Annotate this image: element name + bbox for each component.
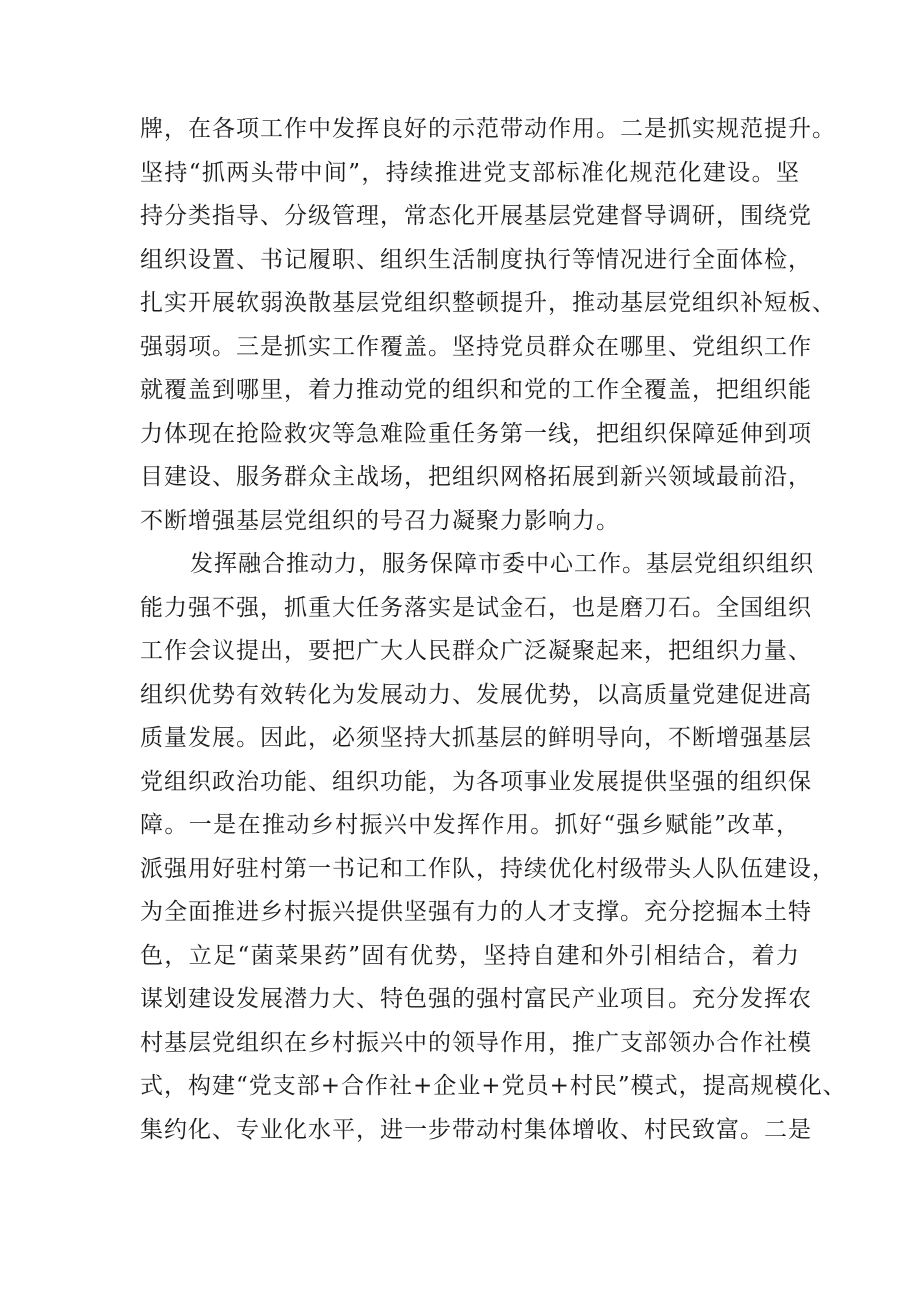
paragraph-1-line-7: 就覆盖到哪里，着力推动党的组织和党的工作全覆盖，把组织能 [140, 377, 812, 403]
paragraph-2-line-1: 发挥融合推动力，服务保障市委中心工作。基层党组织组织 [190, 551, 814, 577]
paragraph-2-line-13: 式，构建“党支部+合作社+企业+党员+村民”模式，提高规模化、 [140, 1073, 847, 1099]
paragraph-2-line-4: 组织优势有效转化为发展动力、发展优势，以高质量党建促进高 [140, 681, 812, 708]
paragraph-1-line-4: 组织设置、书记履职、组织生活制度执行等情况进行全面体检， [140, 246, 812, 273]
paragraph-1-line-6: 强弱项。三是抓实工作覆盖。坚持党员群众在哪里、党组织工作 [140, 333, 812, 360]
paragraph-2-line-14: 集约化、专业化水平，进一步带动村集体增收、村民致富。二是 [140, 1116, 812, 1143]
paragraph-2-line-10: 色，立足“菌菜果药”固有优势，坚持自建和外引相结合，着力 [140, 942, 800, 969]
paragraph-1-line-9: 目建设、服务群众主战场，把组织网格拓展到新兴领域最前沿， [140, 464, 812, 490]
paragraph-2-line-9: 为全面推进乡村振兴提供坚强有力的人才支撑。充分挖掘本土特 [140, 899, 812, 925]
paragraph-1-line-5: 扎实开展软弱涣散基层党组织整顿提升，推动基层党组织补短板、 [140, 290, 836, 316]
paragraph-2-line-3: 工作会议提出，要把广大人民群众广泛凝聚起来，把组织力量、 [140, 638, 812, 664]
paragraph-1-line-10: 不断增强基层党组织的号召力凝聚力影响力。 [140, 507, 620, 534]
paragraph-2-line-6: 党组织政治功能、组织功能，为各项事业发展提供坚强的组织保 [140, 768, 812, 795]
body-text [140, 108, 847, 1152]
paragraph-1-line-1: 牌，在各项工作中发挥良好的示范带动作用。二是抓实规范提升。 [140, 116, 836, 142]
paragraph-2-line-2: 能力强不强，抓重大任务落实是试金石，也是磨刀石。全国组织 [140, 594, 812, 621]
paragraph-1-line-3: 持分类指导、分级管理，常态化开展基层党建督导调研，围绕党 [140, 203, 812, 229]
paragraph-2-line-7: 障。一是在推动乡村振兴中发挥作用。抓好“强乡赋能”改革， [140, 812, 800, 838]
paragraph-2-line-8: 派强用好驻村第一书记和工作队，持续优化村级带头人队伍建设， [140, 855, 836, 882]
paragraph-1-line-2: 坚持“抓两头带中间”，持续推进党支部标准化规范化建设。坚 [140, 159, 800, 186]
paragraph-2-line-5: 质量发展。因此，必须坚持大抓基层的鲜明导向，不断增强基层 [140, 725, 812, 751]
paragraph-1-line-8: 力体现在抢险救灾等急难险重任务第一线，把组织保障延伸到项 [140, 420, 812, 447]
paragraph-2-line-12: 村基层党组织在乡村振兴中的领导作用，推广支部领办合作社模 [140, 1029, 812, 1056]
paragraph-2-line-11: 谋划建设发展潜力大、特色强的强村富民产业项目。充分发挥农 [140, 986, 812, 1012]
